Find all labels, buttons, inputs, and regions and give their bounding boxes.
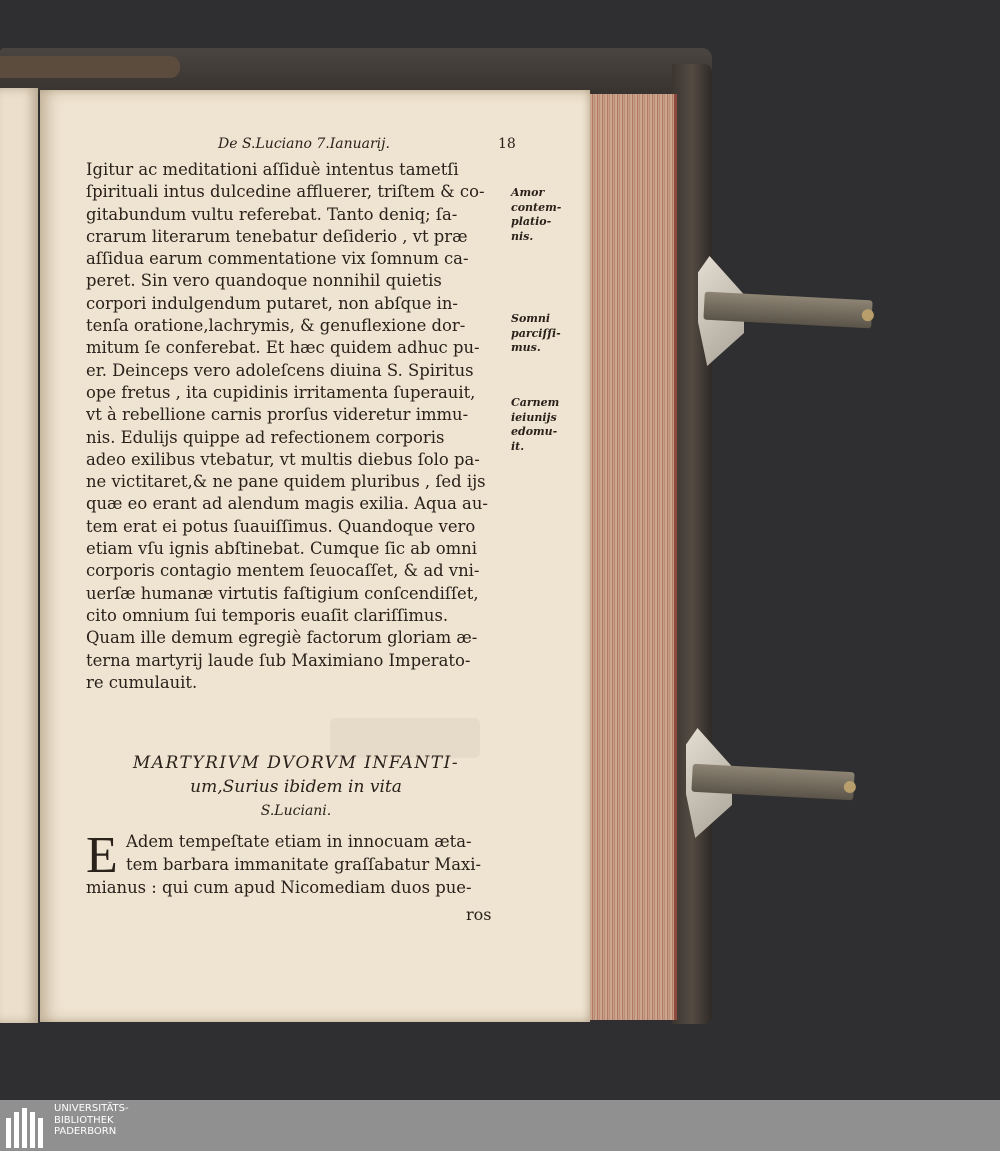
text-line: ope fretus , ita cupidinis irritamenta ſuperauit, — [86, 382, 476, 402]
text-line: nis. Edulijs quippe ad refectionem corporis — [86, 427, 445, 447]
margin-line: Somni — [511, 312, 551, 325]
library-footer-bar — [0, 1100, 1000, 1151]
text-line: aſſidua earum commentatione vix ſomnum ca- — [86, 249, 469, 269]
section-title — [86, 751, 506, 823]
text-line: etiam vſu ignis abſtinebat. Cumque ſic ab omni — [86, 539, 477, 559]
library-name — [54, 1103, 129, 1138]
running-head-title: De S.Luciano 7.Ianuarij. — [218, 136, 390, 152]
drop-capital: E — [86, 827, 118, 884]
library-name-line: PADERBORN — [54, 1126, 117, 1137]
margin-line: it. — [511, 439, 525, 453]
clasp-rivet — [862, 309, 875, 322]
text-line: tem erat ei potus ſuauiſſimus. Quandoque vero — [86, 516, 476, 536]
margin-line: mus. — [511, 341, 541, 354]
text-line: peret. Sin vero quandoque nonnihil quietis — [86, 271, 442, 291]
left-page-edge — [0, 88, 38, 1023]
text-line: uerſæ humanæ virtutis faſtigium conſcendiſſet, — [86, 583, 479, 603]
margin-line: contem- — [511, 200, 562, 214]
text-line: er. Deinceps vero adoleſcens diuina S. Spiritus — [86, 360, 474, 380]
text-line: mitum ſe conferebat. Et hæc quidem adhuc pu- — [86, 338, 480, 358]
text-line: corporis contagio mentem ſeuocaſſet, & ad vni- — [86, 561, 480, 581]
clasp-rivet — [844, 781, 857, 794]
library-name-line: BIBLIOTHEK — [54, 1114, 114, 1126]
text-line: terna martyrij laude ſub Maximiano Imperato- — [86, 650, 471, 670]
text-line: ſpirituali intus dulcedine affluerer, triſtem & co- — [86, 182, 485, 202]
text-line: tenſa oratione,lachrymis, & genuflexione dor- — [86, 316, 466, 336]
text-line: adeo exilibus vtebatur, vt multis diebus ſolo pa- — [86, 449, 480, 469]
text-line: ne victitaret,& ne pane quidem pluribus , ſed ijs — [86, 472, 486, 492]
section-title-line: um,Surius ibidem in vita — [190, 777, 402, 797]
library-logo-icon — [6, 1104, 50, 1148]
margin-line: Carnem — [511, 396, 560, 409]
text-line: Quam ille demum egregiè factorum gloriam æ- — [86, 628, 478, 648]
library-name-line: UNIVERSITÄTS- — [54, 1103, 129, 1114]
section-title-line: S.Luciani. — [260, 803, 332, 819]
marginal-note-carnem — [511, 396, 575, 454]
text-line: cito omnium ſui temporis euaſit clariſſimus. — [86, 605, 449, 625]
margin-line: nis. — [511, 229, 534, 243]
margin-line: ieiunijs — [511, 410, 557, 424]
text-line: vt à rebellione carnis prorſus videretur immu- — [86, 405, 469, 425]
section-title-line: MARTYRIVM DVORVM INFANTI- — [132, 753, 460, 773]
text-line: Adem tempeſtate etiam in innocuam æta- — [126, 832, 472, 851]
text-line: quæ eo erant ad alendum magis exilia. Aqua au- — [86, 494, 488, 514]
margin-line: parciſſi- — [511, 326, 561, 340]
main-text-block — [86, 159, 506, 694]
leather-strap — [0, 56, 180, 78]
marginal-note-somni — [511, 312, 575, 356]
margin-line: Amor — [511, 186, 545, 199]
page-number: 18 — [498, 136, 516, 152]
text-line: tem barbara immanitate graſſabatur Maxi- — [126, 855, 482, 874]
text-line: re cumulauit. — [86, 672, 198, 692]
running-head — [218, 136, 518, 152]
text-line: mianus : qui cum apud Nicomediam duos pue- — [86, 878, 472, 897]
text-line: corpori indulgendum putaret, non abſque in- — [86, 293, 458, 313]
second-paragraph — [86, 827, 506, 899]
text-line: gitabundum vultu referebat. Tanto deniq; ſa- — [86, 204, 458, 224]
text-line: Igitur ac meditationi aſſiduè intentus tametſi — [86, 160, 459, 179]
page-edges — [588, 94, 677, 1020]
margin-line: platio- — [511, 215, 552, 228]
book-cover-edge — [672, 64, 712, 1024]
margin-line: edomu- — [511, 425, 558, 438]
catchword: ros — [466, 905, 492, 924]
text-line: crarum literarum tenebatur deſiderio , vt præ — [86, 226, 468, 246]
marginal-note-amor — [511, 186, 575, 244]
